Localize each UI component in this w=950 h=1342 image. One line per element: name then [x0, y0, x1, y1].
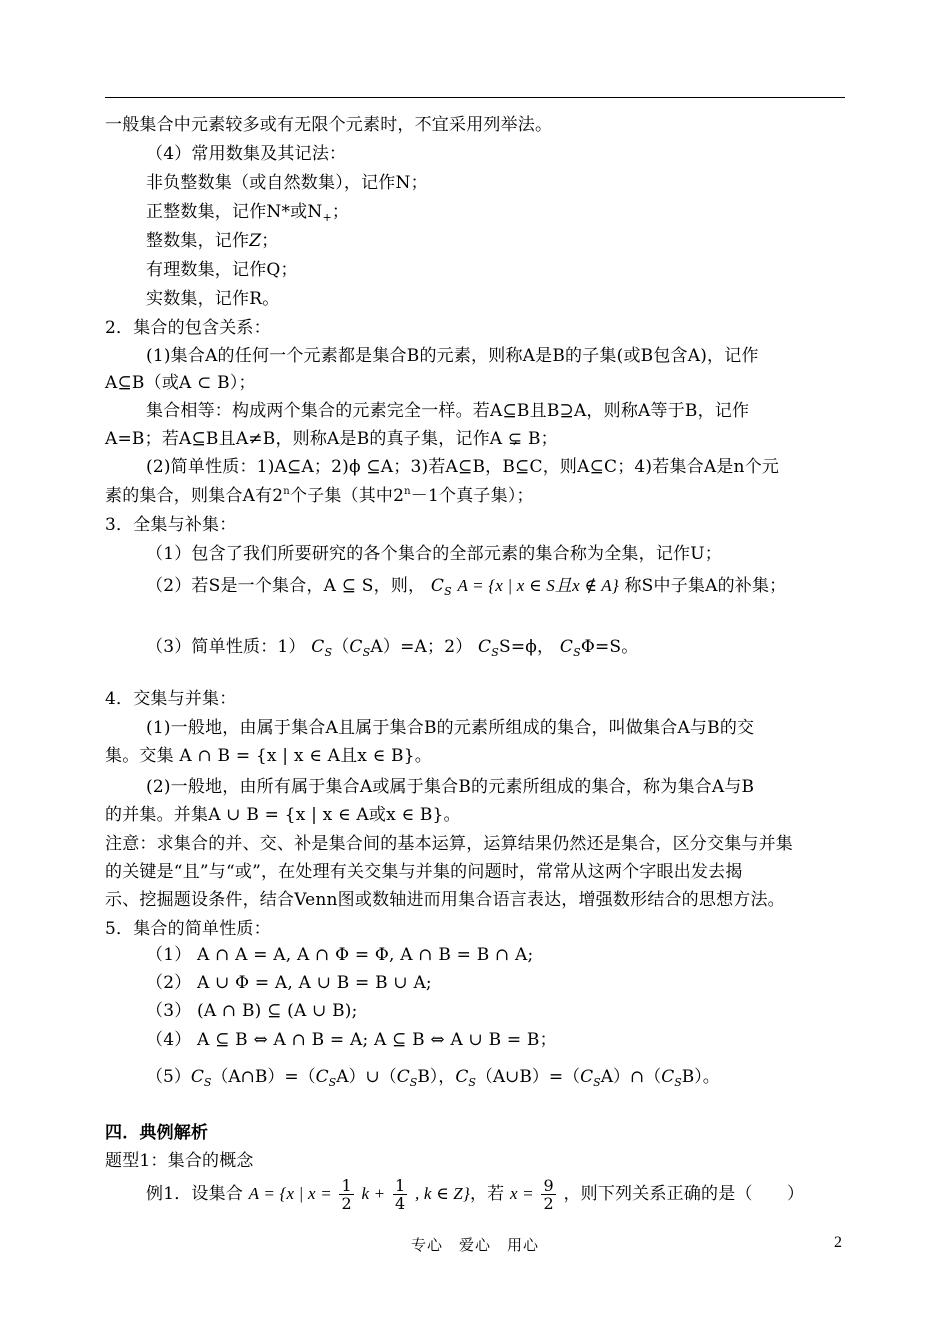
text-line: 非负整数集（或自然数集），记作N；	[146, 173, 428, 193]
text-line: 有理数集，记作Q；	[146, 260, 298, 280]
fraction: $\frac{9}{2}$	[543, 1176, 554, 1213]
text-line: 实数集，记作R。	[146, 289, 280, 309]
text-line: 题型1：集合的概念	[105, 1151, 254, 1171]
text-line: 素的集合，则集合A有2$^n$个子集（其中$2^n-1$个真子集）；	[105, 486, 534, 506]
header-rule	[105, 97, 845, 98]
fraction: $\frac{1}{4}$	[394, 1176, 406, 1213]
text-line: 整数集，记作Z；	[146, 231, 279, 251]
text-line: A⊆B（或A ⊂ B）；	[105, 373, 256, 393]
formula-line: （4） A ⊆ B ⇔ A ∩ B = A; A ⊆ B ⇔ A ∪ B = B；	[146, 1030, 557, 1050]
text-line: （1）包含了我们所要研究的各个集合的全部元素的集合称为全集，记作U；	[146, 544, 722, 564]
text-line: 的关键是“且”与“或”，在处理有关交集与并集的问题时，常常从这两个字眼出发去揭	[105, 862, 743, 882]
example-line: 例1．设集合 A = {x | x = $\frac{1}{2}$ k + $\frac{1}{4}$ , k ∈ Z}，若 x = $\frac{9}{2}$ ，则下列关系正确的是（ ）	[146, 1176, 805, 1213]
text-line: 示、挖掘题设条件，结合Venn图或数轴进而用集合语言表达，增强数形结合的思想方法。	[105, 890, 785, 910]
formula-line: （1） A ∩ A = A, A ∩ Φ = Φ, A ∩ B = B ∩ A;	[146, 945, 534, 965]
text-line: 一般集合中元素较多或有无限个元素时，不宜采用列举法。	[105, 115, 553, 135]
text-line: 注意：求集合的并、交、补是集合间的基本运算，运算结果仍然还是集合，区分交集与并集	[105, 834, 793, 854]
section-heading: 四．典例解析	[105, 1123, 209, 1143]
section-heading: 4．交集与并集：	[105, 689, 237, 709]
text-line: 正整数集，记作N*或$N_+$；	[146, 202, 350, 224]
fraction: $\frac{1}{2}$	[341, 1176, 352, 1213]
text-line: 集。交集 A ∩ B = {x | x ∈ A且x ∈ B}。	[105, 746, 432, 766]
formula-line: （2） A ∪ Φ = A, A ∪ B = B ∪ A;	[146, 973, 432, 993]
formula-line: $(5)C_S(A\cap B)=(C_SA)\cup(C_SB)$，$C_S(A\cup B)=(C_SA)\cap(C_SB)$。	[146, 1067, 720, 1089]
formula-line: （3） (A ∩ B) ⊆ (A ∪ B);	[146, 1001, 358, 1021]
section-heading: 5．集合的简单性质：	[105, 919, 271, 939]
section-heading: 3．全集与补集：	[105, 515, 237, 535]
text-line: （3）简单性质：1） $C_S(C_SA)=A$；2） $C_SS=\phi$， $C_S\Phi=S$。	[146, 637, 639, 659]
text-line: (2)一般地，由所有属于集合A或属于集合B的元素所组成的集合，称为集合A与B	[146, 777, 755, 797]
section-heading: 2．集合的包含关系：	[105, 318, 271, 338]
text-line: (1)集合A的任何一个元素都是集合B的元素，则称A是B的子集(或B包含A)，记作	[146, 346, 759, 366]
page-number: 2	[834, 1234, 842, 1251]
text-line: (2)简单性质：1)A⊆A；2)ϕ ⊆A；3)若A⊆B，B⊆C，则A⊆C；4)若集合A是n个元	[146, 457, 780, 477]
footer-motto: 专心 爱心 用心	[410, 1236, 539, 1254]
text-line: (1)一般地，由属于集合A且属于集合B的元素所组成的集合，叫做集合A与B的交	[146, 718, 755, 738]
text-line: 集合相等：构成两个集合的元素完全一样。若A⊆B且B⊇A，则称A等于B，记作	[146, 401, 750, 421]
text-line: A=B；若A⊆B且A≠B，则称A是B的真子集，记作A ⊊ B；	[105, 429, 558, 449]
text-line: （2）若S是一个集合，A ⊆ S，则， $C_S$ A = {x | x ∈ S且x ∉ A} 称S中子集A的补集；	[146, 576, 787, 598]
text-line: （4）常用数集及其记法：	[146, 144, 347, 164]
text-line: 的并集。并集A ∪ B = {x | x ∈ A或x ∈ B}。	[105, 805, 461, 825]
